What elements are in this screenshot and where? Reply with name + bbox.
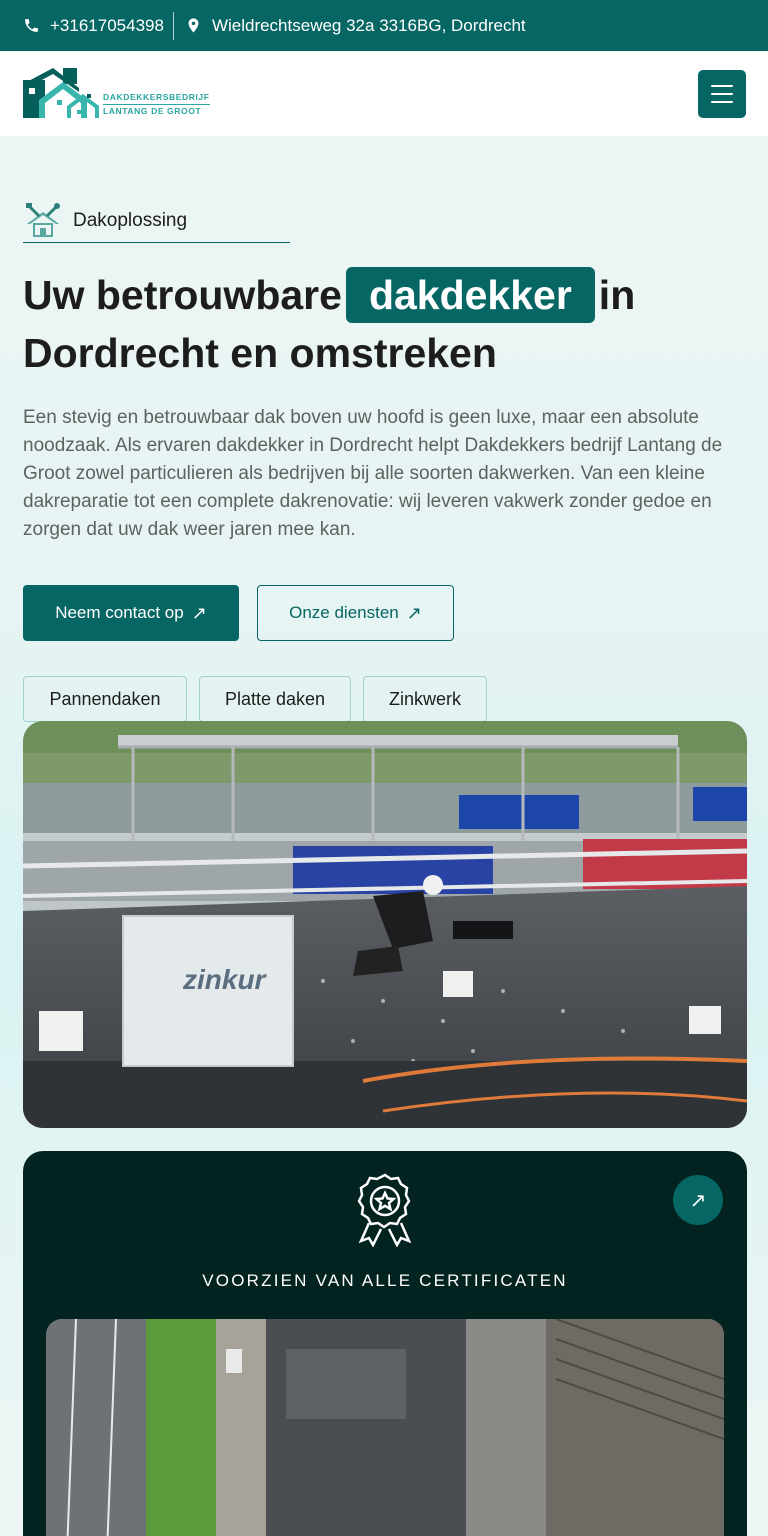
services-button-label: Onze diensten bbox=[289, 603, 399, 622]
logo-line-1: DAKDEKKERSBEDRIJF bbox=[103, 91, 210, 102]
hero-title-part-2: in bbox=[598, 272, 636, 318]
contact-button[interactable] bbox=[23, 585, 239, 641]
phone-link[interactable] bbox=[23, 16, 164, 36]
menu-bar-icon bbox=[711, 93, 733, 95]
phone-number: +31617054398 bbox=[50, 15, 164, 35]
roofer-photo-illustration bbox=[23, 721, 747, 1128]
logo-line-2: LANTANG DE GROOT bbox=[103, 104, 210, 118]
address-text: Wieldrechtseweg 32a 3316BG, Dordrecht bbox=[211, 15, 526, 35]
hero-eyebrow bbox=[23, 199, 290, 243]
tag-pannendaken[interactable]: Pannendaken bbox=[23, 676, 187, 722]
award-badge-icon bbox=[353, 1171, 417, 1247]
tag-zinkwerk[interactable]: Zinkwerk bbox=[363, 676, 487, 722]
certificates-title: VOORZIEN VAN ALLE CERTIFICATEN bbox=[202, 1271, 568, 1290]
top-contact-bar bbox=[0, 0, 768, 51]
company-logo[interactable] bbox=[23, 66, 210, 122]
divider bbox=[173, 12, 174, 40]
roof-tools-icon bbox=[23, 202, 63, 240]
location-pin-icon bbox=[185, 17, 202, 34]
menu-bar-icon bbox=[711, 101, 733, 103]
services-button[interactable] bbox=[257, 585, 454, 641]
arrow-up-right-icon: ↗ bbox=[406, 602, 422, 623]
roofer-photo bbox=[23, 721, 747, 1128]
certificates-card bbox=[23, 1151, 747, 1536]
hero-title bbox=[23, 266, 743, 382]
menu-bar-icon bbox=[711, 85, 733, 87]
aerial-photo-illustration bbox=[46, 1319, 724, 1536]
hero-title-highlight: dakdekker bbox=[346, 267, 595, 323]
house-logo-icon bbox=[23, 66, 101, 122]
site-header bbox=[0, 51, 768, 136]
bag-brand-text: zinkur bbox=[183, 964, 266, 995]
hero-title-part-3: Dordrecht en omstreken bbox=[23, 330, 497, 376]
tag-platte-daken[interactable]: Platte daken bbox=[199, 676, 351, 722]
aerial-photo bbox=[46, 1319, 724, 1536]
certificates-link-button[interactable] bbox=[673, 1175, 723, 1225]
hamburger-menu-button[interactable] bbox=[698, 70, 746, 118]
hero-intro-text: Een stevig en betrouwbaar dak boven uw hoofd is geen luxe, maar een absolute noodzaak. Als ervaren dakdekker in Dordrecht helpt Dakdekkers bedrijf Lantang de Groot zowel particulieren als bedrijven bij alle soorten dakwerken. Van een kleine dakreparatie tot een complete dakrenovatie: wij leveren vakwerk zonder gedoe en zorgen dat uw dak weer jaren mee kan. bbox=[23, 407, 723, 540]
phone-icon bbox=[23, 17, 40, 34]
eyebrow-label: Dakoplossing bbox=[73, 209, 188, 231]
address-link[interactable] bbox=[185, 16, 526, 36]
arrow-up-right-icon: ↗ bbox=[191, 602, 207, 623]
contact-button-label: Neem contact op bbox=[55, 603, 184, 622]
arrow-up-right-icon: ↗ bbox=[689, 1189, 707, 1212]
hero-title-part-1: Uw betrouwbare bbox=[23, 272, 342, 318]
